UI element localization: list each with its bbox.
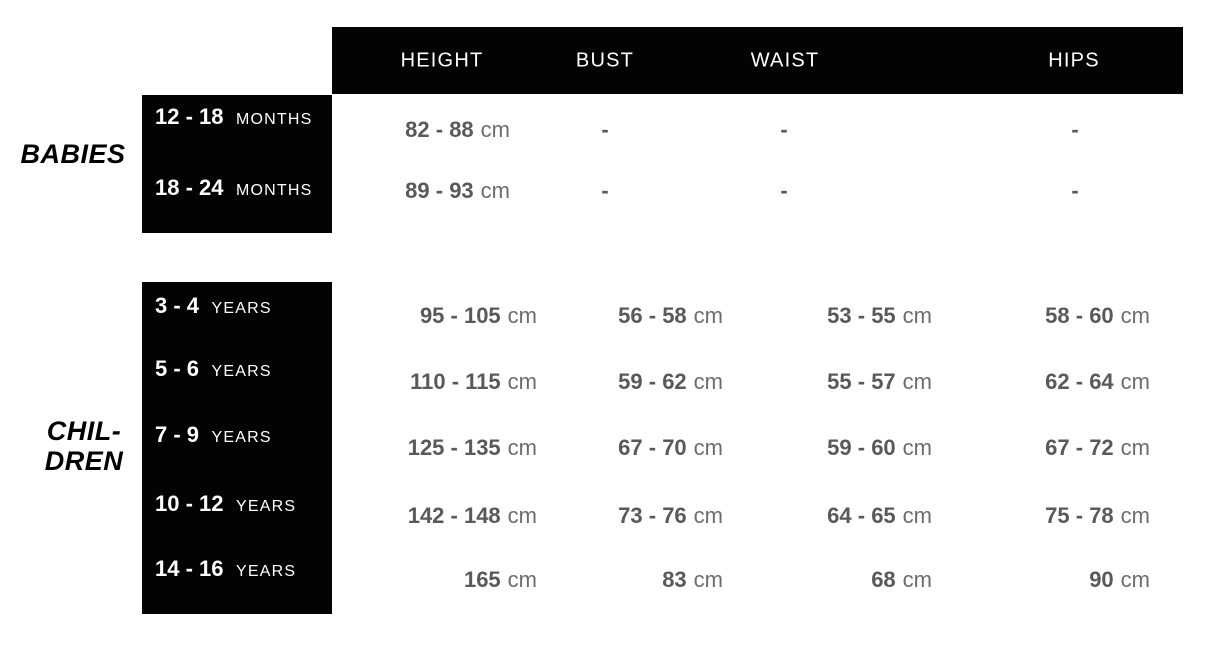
unit-cm: cm <box>1120 303 1150 328</box>
unit-cm: cm <box>693 503 723 528</box>
unit-cm: cm <box>902 567 932 592</box>
unit-cm: cm <box>480 117 510 142</box>
unit-cm: cm <box>480 178 510 203</box>
size-range: 14 - 16 <box>155 556 224 581</box>
bust-number: 67 - 70 <box>618 435 687 460</box>
hips-number: 62 - 64 <box>1045 369 1114 394</box>
waist-value <box>636 502 932 530</box>
size-range: 18 - 24 <box>155 175 224 200</box>
bust-number: 83 <box>662 567 687 592</box>
size-range: 12 - 18 <box>155 104 224 129</box>
table-row <box>0 368 1205 396</box>
unit-cm: cm <box>902 503 932 528</box>
hips-value-empty: - <box>1071 117 1079 142</box>
waist-number: 68 <box>871 567 896 592</box>
unit-cm: cm <box>1120 567 1150 592</box>
size-unit: YEARS <box>235 498 297 515</box>
table-row <box>0 302 1205 330</box>
bust-value-empty: - <box>601 178 609 203</box>
table-row <box>0 566 1205 594</box>
unit-cm: cm <box>693 303 723 328</box>
column-header-waist: WAIST <box>750 49 820 71</box>
table-row <box>0 434 1205 462</box>
size-unit: MONTHS <box>235 111 313 128</box>
height-number: 82 - 88 <box>405 117 474 142</box>
hips-value <box>1000 502 1150 530</box>
group-label-children-line1: CHIL- <box>46 416 122 446</box>
group-label-children-line2: DREN <box>44 446 124 476</box>
size-unit: YEARS <box>211 429 272 446</box>
waist-value-empty: - <box>780 178 788 203</box>
bust-number: 59 - 62 <box>618 369 687 394</box>
unit-cm: cm <box>902 303 932 328</box>
unit-cm: cm <box>507 369 537 394</box>
hips-number: 90 <box>1089 567 1114 592</box>
size-range: 7 - 9 <box>155 422 200 447</box>
hips-number: 67 - 72 <box>1045 435 1114 460</box>
waist-value <box>636 302 932 330</box>
height-number: 165 <box>463 567 501 592</box>
column-header-hips: HIPS <box>1048 49 1100 71</box>
hips-number: 75 - 78 <box>1045 503 1114 528</box>
hips-value <box>1000 566 1150 594</box>
table-row <box>0 502 1205 530</box>
unit-cm: cm <box>507 503 537 528</box>
size-unit: MONTHS <box>235 182 313 199</box>
waist-value <box>636 368 932 396</box>
group-label-babies: BABIES <box>20 139 126 169</box>
bust-number: 73 - 76 <box>618 503 687 528</box>
bust-value-empty: - <box>601 117 609 142</box>
size-range: 5 - 6 <box>155 356 200 381</box>
unit-cm: cm <box>507 303 537 328</box>
unit-cm: cm <box>1120 435 1150 460</box>
waist-number: 64 - 65 <box>827 503 896 528</box>
unit-cm: cm <box>693 369 723 394</box>
size-unit: YEARS <box>235 563 297 580</box>
height-number: 95 - 105 <box>419 303 501 328</box>
unit-cm: cm <box>1120 503 1150 528</box>
unit-cm: cm <box>902 369 932 394</box>
size-range: 10 - 12 <box>155 491 224 516</box>
waist-value-empty: - <box>780 117 788 142</box>
table-row <box>0 116 1205 144</box>
hips-number: 58 - 60 <box>1045 303 1114 328</box>
column-header-bust: BUST <box>575 49 635 71</box>
hips-value-empty: - <box>1071 178 1079 203</box>
height-number: 110 - 115 <box>410 369 501 394</box>
hips-value <box>1000 368 1150 396</box>
height-number: 125 - 135 <box>407 435 501 460</box>
height-number: 89 - 93 <box>405 178 474 203</box>
size-unit: YEARS <box>211 300 272 317</box>
hips-value <box>1000 302 1150 330</box>
waist-number: 59 - 60 <box>827 435 896 460</box>
waist-value <box>636 566 932 594</box>
waist-number: 53 - 55 <box>827 303 896 328</box>
waist-number: 55 - 57 <box>827 369 896 394</box>
unit-cm: cm <box>1120 369 1150 394</box>
column-header-height: HEIGHT <box>400 49 484 71</box>
unit-cm: cm <box>507 435 537 460</box>
unit-cm: cm <box>507 567 537 592</box>
hips-value <box>1000 434 1150 462</box>
table-row <box>0 177 1205 205</box>
size-range: 3 - 4 <box>155 293 200 318</box>
unit-cm: cm <box>902 435 932 460</box>
bust-number: 56 - 58 <box>618 303 687 328</box>
unit-cm: cm <box>693 567 723 592</box>
table-header-bar <box>332 27 1183 94</box>
unit-cm: cm <box>693 435 723 460</box>
size-unit: YEARS <box>211 363 272 380</box>
waist-value <box>636 434 932 462</box>
height-number: 142 - 148 <box>407 503 501 528</box>
